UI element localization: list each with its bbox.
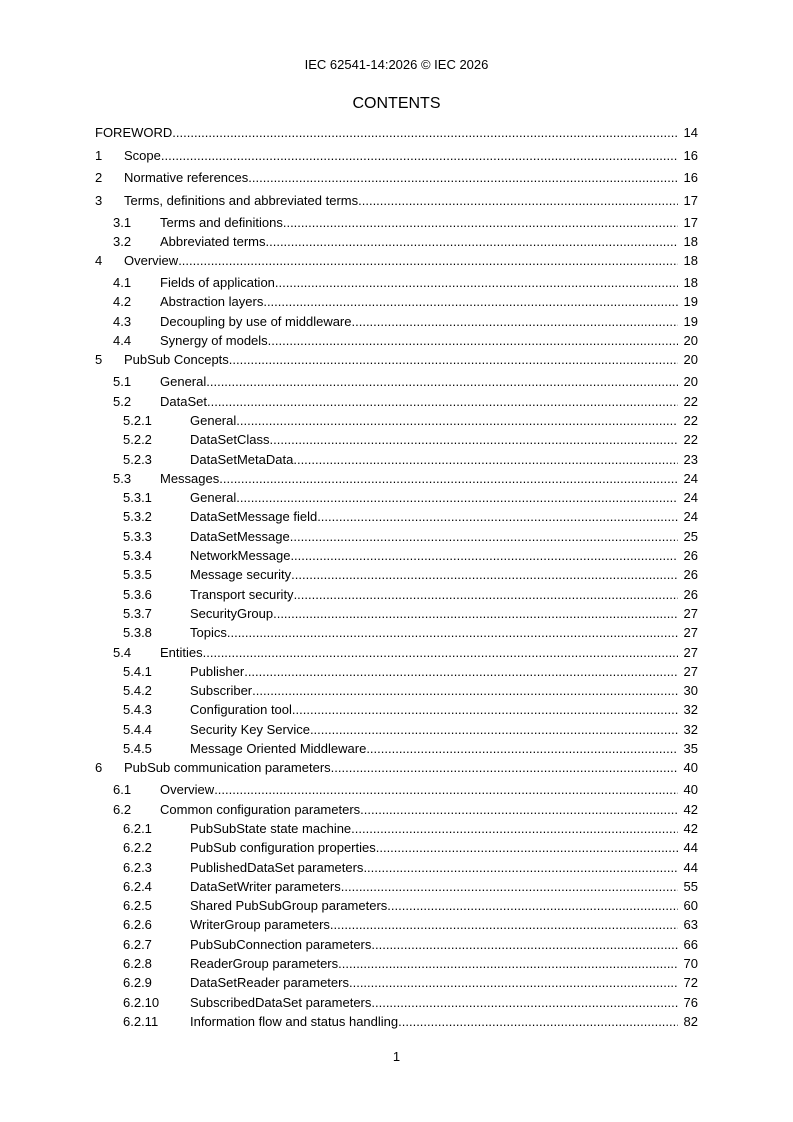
toc-entry-number: 5.3.7 [123, 605, 152, 621]
toc-entry-page: 25 [683, 528, 698, 544]
toc-entry-page: 23 [683, 451, 698, 467]
toc-entry[interactable] [95, 169, 698, 187]
toc-entry-number: 6.2.6 [123, 917, 152, 933]
toc-entry-title: Entities [160, 644, 203, 660]
toc-entry-page: 19 [683, 313, 698, 329]
toc-entry[interactable] [95, 233, 698, 251]
dot-leader [244, 663, 678, 681]
toc-entry-title: WriterGroup parameters [190, 917, 330, 933]
dot-leader [263, 293, 678, 311]
toc-entry-number: 3.2 [113, 233, 132, 249]
toc-entry-number: 6.2.5 [123, 898, 152, 914]
dot-leader [292, 701, 678, 719]
toc-entry-number: 3 [95, 192, 103, 208]
toc-entry[interactable] [95, 313, 698, 331]
dot-leader [178, 252, 678, 270]
dot-leader [371, 994, 678, 1012]
dot-leader [283, 214, 678, 232]
toc-entry-number: 4.3 [113, 313, 132, 329]
toc-entry-number: 5.4.4 [123, 721, 152, 737]
toc-entry[interactable] [95, 801, 698, 819]
toc-entry-number: 3.1 [113, 214, 132, 230]
toc-entry[interactable] [95, 124, 698, 142]
toc-entry[interactable] [95, 566, 698, 584]
dot-leader [266, 233, 679, 251]
toc-entry-page: 42 [683, 820, 698, 836]
dot-leader [293, 451, 678, 469]
toc-entry-number: 6.2.9 [123, 975, 152, 991]
toc-entry[interactable] [95, 412, 698, 430]
toc-entry[interactable] [95, 897, 698, 915]
toc-entry-number: 5.3.3 [123, 528, 152, 544]
toc-entry-number: 5.3 [113, 470, 132, 486]
toc-entry-number: 6.2.8 [123, 956, 152, 971]
toc-entry-page: 24 [683, 509, 698, 525]
toc-entry-title: DataSetWriter parameters [190, 878, 341, 894]
toc-entry-number: 4.4 [113, 333, 132, 348]
toc-entry-title: Abstraction layers [160, 294, 264, 310]
toc-entry-number: 4.1 [113, 275, 132, 291]
toc-entry-page: 26 [683, 586, 698, 602]
toc-entry[interactable] [95, 859, 698, 877]
toc-entry-page: 18 [683, 253, 698, 269]
dot-leader [207, 393, 678, 411]
toc-entry-page: 40 [683, 782, 698, 798]
toc-entry-number: 5.3.6 [123, 586, 152, 602]
toc-entry[interactable] [95, 916, 698, 934]
toc-entry-number: 1 [95, 147, 103, 163]
toc-entry-page: 20 [683, 352, 698, 368]
toc-entry[interactable] [95, 781, 698, 799]
dot-leader [398, 1013, 678, 1031]
toc-entry-title: Overview [124, 253, 179, 269]
toc-entry-page: 30 [683, 683, 698, 699]
toc-entry[interactable] [95, 740, 698, 758]
toc-entry-page: 26 [683, 548, 698, 563]
dot-leader [330, 916, 678, 934]
toc-entry-page: 55 [683, 878, 698, 894]
toc-entry[interactable] [95, 644, 698, 662]
dot-leader [358, 192, 678, 210]
toc-entry-page: 70 [683, 956, 698, 971]
toc-entry[interactable] [95, 393, 698, 411]
dot-leader [203, 644, 678, 662]
toc-entry-number: 5.1 [113, 374, 132, 390]
toc-entry-page: 18 [683, 233, 698, 249]
toc-entry-title: Normative references [124, 170, 249, 185]
toc-entry-title: Abbreviated terms [160, 233, 266, 249]
dot-leader [214, 781, 678, 799]
toc-entry-page: 22 [683, 393, 698, 409]
toc-entry-title: Fields of application [160, 275, 275, 291]
toc-entry[interactable] [95, 274, 698, 292]
dot-leader [294, 586, 678, 604]
toc-entry[interactable] [95, 147, 698, 165]
contents-title: CONTENTS [352, 95, 441, 112]
toc-entry-page: 22 [683, 412, 698, 428]
toc-entry-number: 4.2 [113, 294, 132, 310]
toc-entry-title: Messages [160, 470, 220, 486]
toc-entry[interactable] [95, 373, 698, 391]
page-number: 1 [392, 1049, 401, 1064]
toc-entry-page: 44 [683, 840, 698, 856]
dot-leader [273, 605, 678, 623]
toc-entry-number: 5.2 [113, 393, 132, 409]
toc-entry-number: 6.2.7 [123, 936, 152, 952]
toc-entry-page: 27 [683, 605, 698, 621]
toc-entry[interactable] [95, 214, 698, 232]
toc-entry-title: PubSub Concepts [124, 352, 229, 368]
toc-entry[interactable] [95, 759, 698, 777]
dot-leader [331, 759, 678, 777]
dot-leader [371, 936, 678, 954]
toc-entry-number: 5.3.1 [123, 490, 152, 506]
toc-entry-number: 5.3.8 [123, 625, 152, 641]
dot-leader [310, 721, 678, 739]
toc-entry-number: 5.4.3 [123, 702, 152, 718]
toc-entry-page: 32 [683, 702, 698, 718]
toc-entry[interactable] [95, 508, 698, 526]
toc-entry-title: DataSetMetaData [190, 451, 294, 467]
dot-leader [317, 508, 678, 526]
toc-entry-number: 6.2.4 [123, 878, 152, 894]
toc-entry-number: 5.4.2 [123, 683, 152, 699]
toc-entry-page: 24 [683, 490, 698, 506]
toc-entry-number: 4 [95, 253, 103, 269]
toc-entry-page: 72 [683, 975, 698, 991]
dot-leader [351, 820, 678, 838]
toc-entry[interactable] [95, 293, 698, 311]
toc-entry-title: FOREWORD [95, 125, 173, 140]
toc-entry-page: 42 [683, 801, 698, 817]
toc-entry-page: 40 [683, 760, 698, 776]
toc-entry-title: ReaderGroup parameters [190, 956, 339, 971]
toc-entry-page: 32 [683, 721, 698, 737]
toc-entry-page: 82 [683, 1013, 698, 1029]
toc-entry-number: 5.2.3 [123, 451, 152, 467]
toc-entry[interactable] [95, 351, 698, 369]
toc-entry-number: 5.3.4 [123, 548, 152, 563]
toc-entry[interactable] [95, 820, 698, 838]
toc-entry[interactable] [95, 332, 698, 350]
toc-entry-page: 22 [683, 432, 698, 448]
toc-entry-number: 5 [95, 352, 103, 368]
toc-entry-title: NetworkMessage [190, 548, 291, 563]
toc-entry-page: 44 [683, 859, 698, 875]
toc-entry-title: Overview [160, 782, 215, 798]
toc-entry-title: PubSubConnection parameters [190, 936, 372, 952]
toc-entry-page: 18 [683, 275, 698, 291]
dot-leader [290, 547, 678, 565]
toc-entry[interactable] [95, 547, 698, 565]
toc-entry-page: 27 [683, 625, 698, 641]
toc-entry-page: 27 [683, 663, 698, 679]
toc-entry-title: General [190, 412, 237, 428]
toc-entry-title: DataSetClass [190, 432, 270, 448]
toc-entry-title: Configuration tool [190, 702, 292, 718]
toc-entry[interactable] [95, 605, 698, 623]
dot-leader [229, 351, 678, 369]
toc-entry-number: 5.4.1 [123, 663, 152, 679]
dot-leader [387, 897, 678, 915]
toc-entry-page: 76 [683, 994, 698, 1010]
toc-entry-title: Transport security [190, 586, 294, 602]
toc-entry-title: PubSubState state machine [190, 820, 352, 836]
toc-entry-title: PublishedDataSet parameters [190, 859, 364, 875]
dot-leader [291, 566, 678, 584]
toc-entry-page: 66 [683, 936, 698, 952]
toc-entry-page: 16 [683, 147, 698, 163]
toc-entry-title: PubSub configuration properties [190, 840, 376, 856]
document-header: IEC 62541-14:2026 © IEC 2026 [304, 57, 489, 72]
toc-entry-number: 5.3.5 [123, 567, 152, 583]
toc-entry[interactable] [95, 936, 698, 954]
toc-entry-title: Security Key Service [190, 721, 310, 737]
dot-leader [341, 878, 678, 896]
toc-entry-number: 5.3.2 [123, 509, 152, 525]
toc-entry-page: 20 [683, 374, 698, 390]
dot-leader [172, 124, 678, 142]
toc-entry-title: Terms, definitions and abbreviated terms [124, 192, 359, 208]
dot-leader [338, 955, 678, 973]
toc-entry-page: 19 [683, 294, 698, 310]
toc-entry-title: Scope [124, 147, 161, 163]
toc-entry[interactable] [95, 663, 698, 681]
toc-entry-number: 2 [95, 170, 103, 185]
toc-entry[interactable] [95, 624, 698, 642]
toc-entry-page: 20 [683, 333, 698, 348]
dot-leader [236, 489, 678, 507]
dot-leader [161, 147, 678, 165]
toc-entry-title: DataSet [160, 393, 207, 409]
toc-entry-title: Common configuration parameters [160, 801, 361, 817]
dot-leader [366, 740, 678, 758]
toc-entry[interactable] [95, 451, 698, 469]
dot-leader [376, 839, 678, 857]
toc-entry-title: DataSetMessage field [190, 509, 318, 525]
toc-entry[interactable] [95, 878, 698, 896]
toc-entry-number: 5.2.1 [123, 412, 152, 428]
toc-entry[interactable] [95, 839, 698, 857]
toc-entry[interactable] [95, 974, 698, 992]
dot-leader [252, 682, 678, 700]
toc-entry-number: 6.2 [113, 801, 132, 817]
toc-entry[interactable] [95, 489, 698, 507]
toc-entry[interactable] [95, 1013, 698, 1031]
toc-entry-page: 60 [683, 898, 698, 914]
toc-entry-page: 14 [683, 125, 698, 140]
toc-entry-title: Message Oriented Middleware [190, 741, 367, 756]
toc-entry-title: Synergy of models [160, 333, 268, 348]
toc-entry-page: 27 [683, 644, 698, 660]
toc-entry-page: 16 [683, 170, 698, 185]
toc-entry-page: 17 [683, 214, 698, 230]
toc-entry-number: 6.2.11 [123, 1013, 159, 1029]
toc-entry[interactable] [95, 701, 698, 719]
toc-entry-title: Information flow and status handling [190, 1013, 399, 1029]
dot-leader [227, 624, 678, 642]
dot-leader [363, 859, 678, 877]
toc-entry-title: General [190, 490, 237, 506]
toc-entry-title: SubscribedDataSet parameters [190, 994, 372, 1010]
toc-entry[interactable] [95, 528, 698, 546]
dot-leader [290, 528, 678, 546]
toc-entry-page: 17 [683, 192, 698, 208]
toc-entry-title: Shared PubSubGroup parameters [190, 898, 388, 914]
toc-entry[interactable] [95, 470, 698, 488]
toc-entry[interactable] [95, 252, 698, 270]
toc-entry-number: 6.2.1 [123, 820, 152, 836]
dot-leader [349, 974, 678, 992]
toc-entry-number: 5.2.2 [123, 432, 152, 448]
toc-entry[interactable] [95, 586, 698, 604]
toc-entry[interactable] [95, 192, 698, 210]
toc-entry-title: SecurityGroup [190, 605, 274, 621]
toc-entry-title: Terms and definitions [160, 214, 283, 230]
dot-leader [236, 412, 678, 430]
toc-entry-number: 6 [95, 760, 103, 776]
dot-leader [248, 169, 678, 187]
toc-entry-title: DataSetReader parameters [190, 975, 349, 991]
toc-entry-title: Subscriber [190, 683, 253, 699]
toc-entry-title: PubSub communication parameters [124, 760, 331, 776]
toc-entry-title: Decoupling by use of middleware [160, 313, 352, 329]
toc-entry-number: 5.4 [113, 644, 132, 660]
dot-leader [269, 431, 678, 449]
toc-entry-page: 24 [683, 470, 698, 486]
dot-leader [219, 470, 678, 488]
toc-entry[interactable] [95, 721, 698, 739]
toc-entry-title: Publisher [190, 663, 245, 679]
toc-entry-page: 35 [683, 741, 698, 756]
toc-entry-number: 6.2.10 [123, 994, 160, 1010]
toc-entry-title: Message security [190, 567, 292, 583]
toc-entry-title: General [160, 374, 207, 390]
dot-leader [275, 274, 678, 292]
toc-entry-number: 6.2.3 [123, 859, 152, 875]
toc-entry-page: 26 [683, 567, 698, 583]
toc-entry[interactable] [95, 431, 698, 449]
dot-leader [206, 373, 678, 391]
toc-entry-number: 6.2.2 [123, 840, 152, 856]
toc-entry-title: DataSetMessage [190, 528, 290, 544]
toc-entry-title: Topics [190, 625, 227, 641]
toc-entry-page: 63 [683, 917, 698, 933]
toc-entry-number: 6.1 [113, 782, 132, 798]
toc-entry-number: 5.4.5 [123, 741, 152, 756]
toc-entry[interactable] [95, 682, 698, 700]
dot-leader [360, 801, 678, 819]
toc-entry[interactable] [95, 955, 698, 973]
toc-entry[interactable] [95, 994, 698, 1012]
dot-leader [352, 313, 679, 331]
dot-leader [268, 332, 678, 350]
